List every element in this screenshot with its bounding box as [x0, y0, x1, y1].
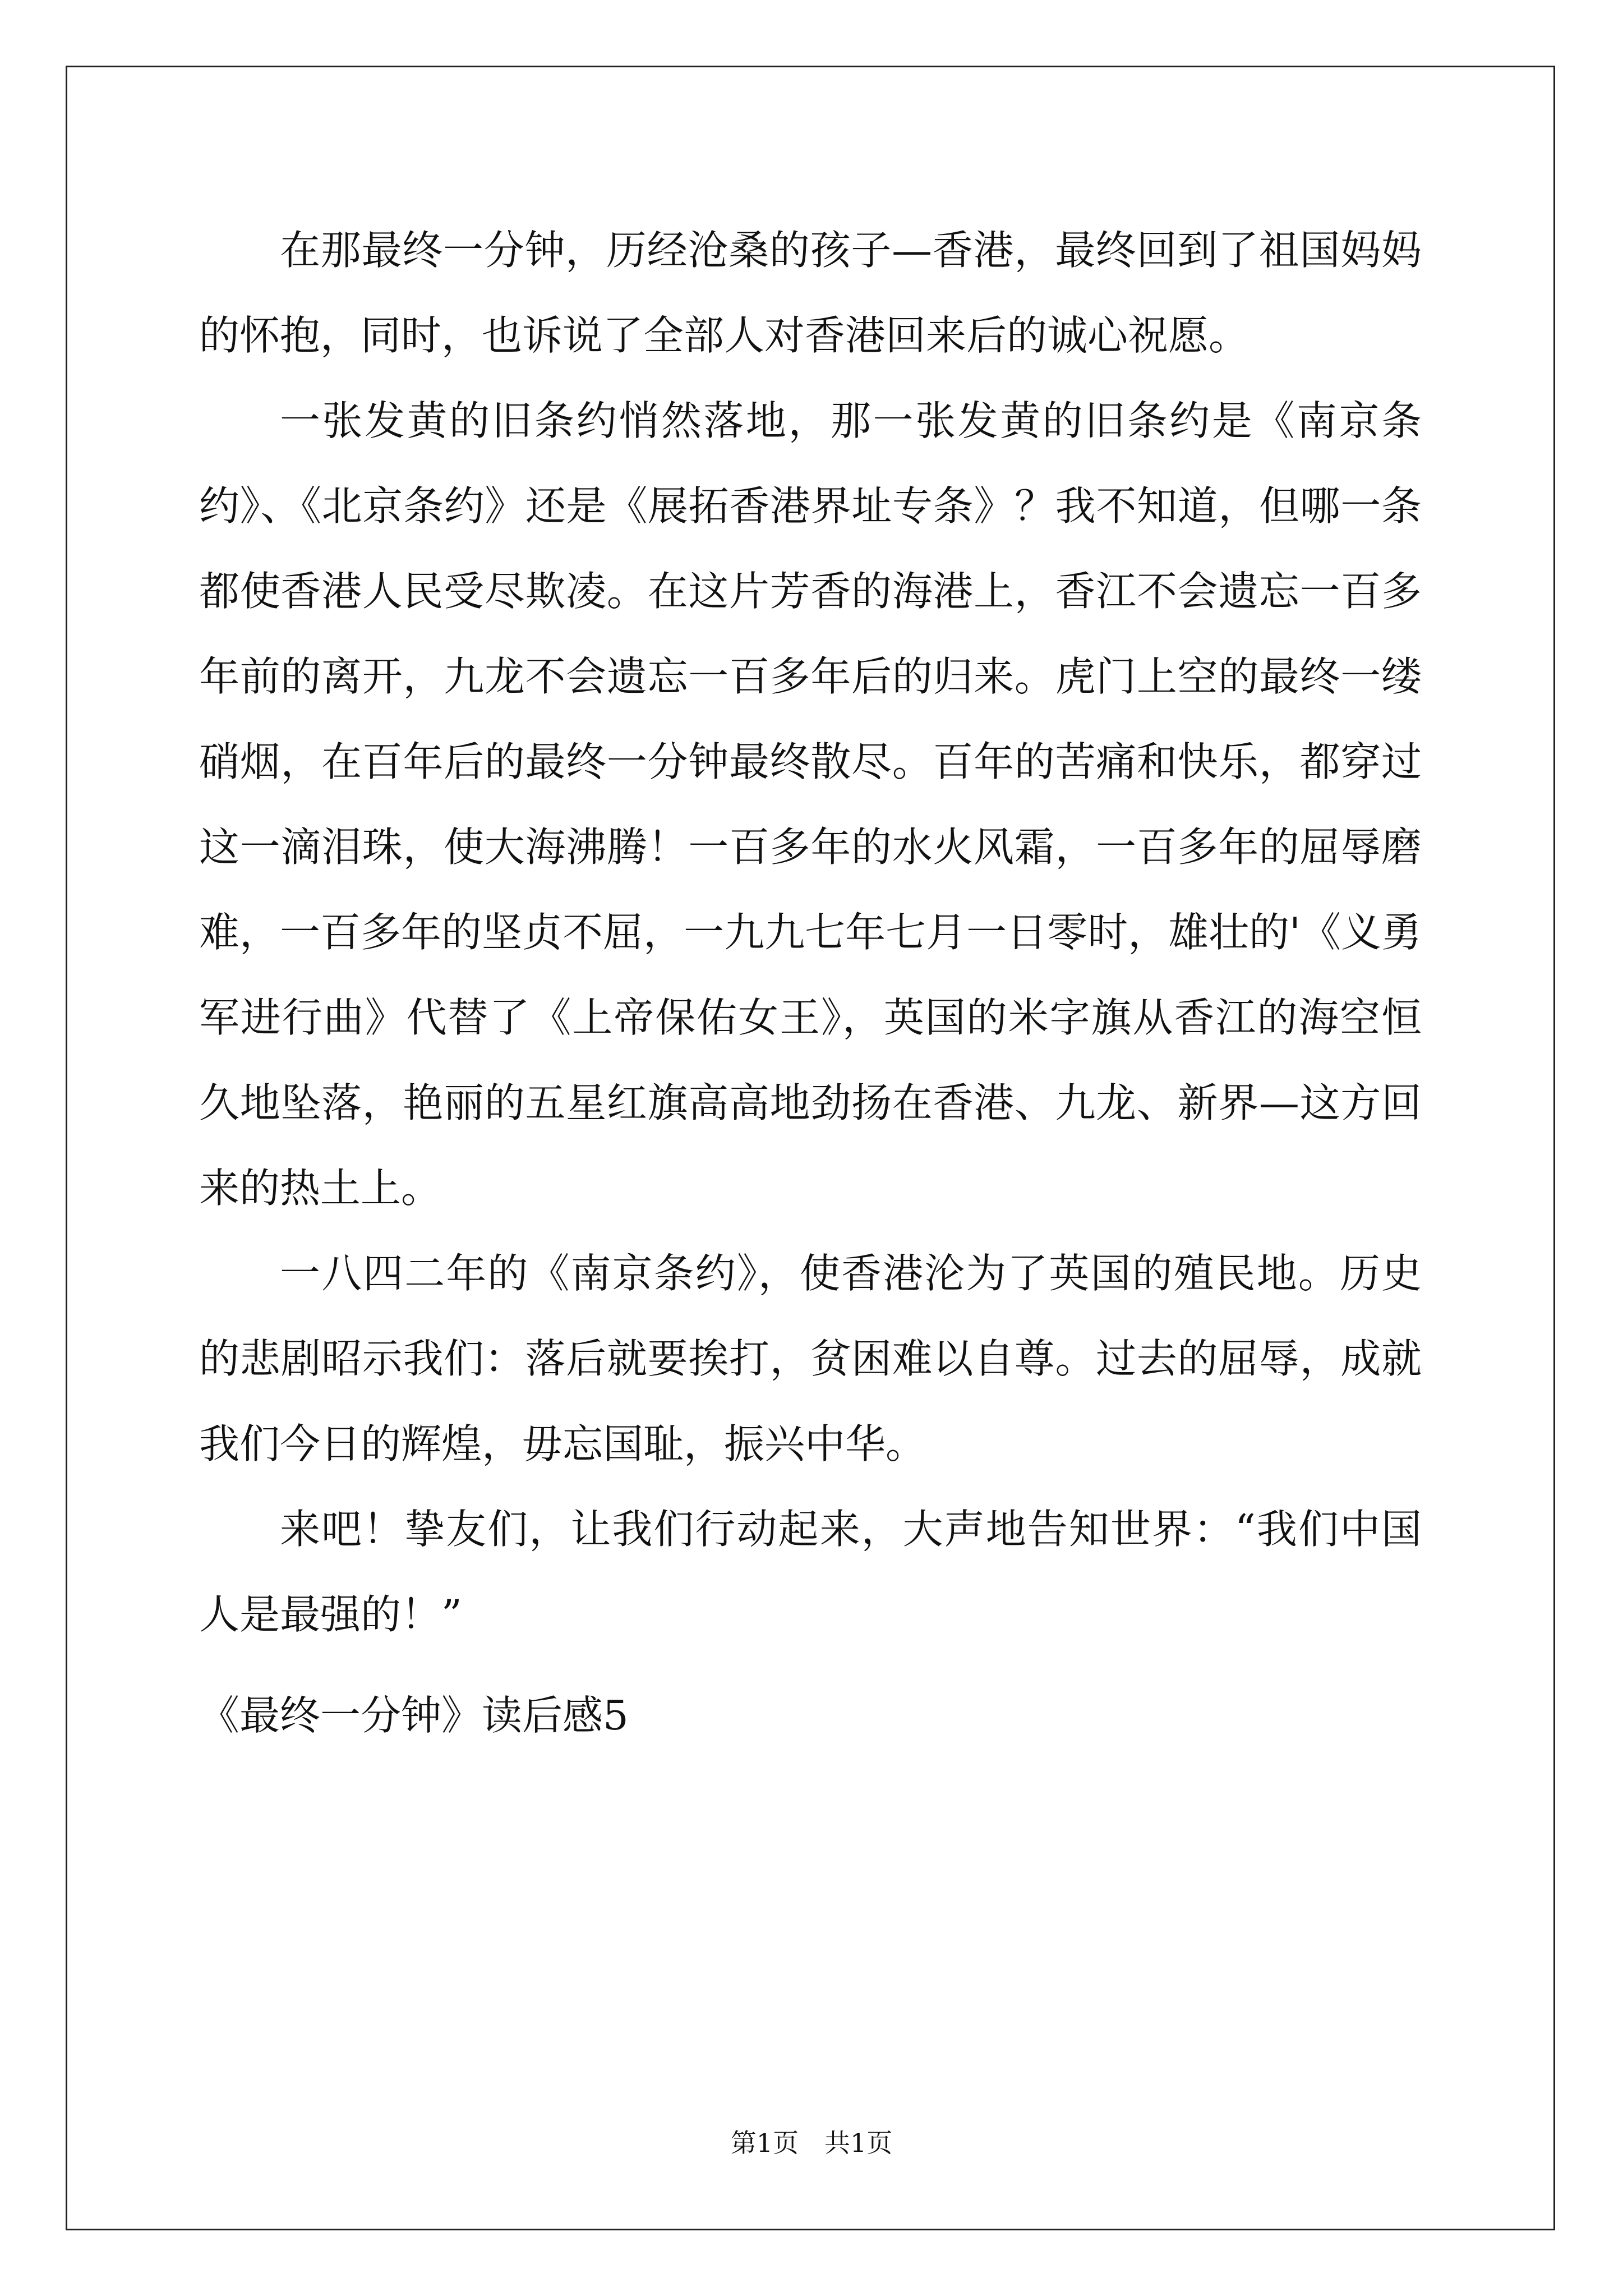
section-heading: 《最终一分钟》读后感5 — [199, 1692, 629, 1739]
document-body — [199, 208, 1422, 1758]
paragraph-2: 一张发黄的旧条约悄然落地，那一张发黄的旧条约是《南京条约》、《北京条约》还是《展拓香港界址专条》？我不知道，但哪一条都使香港人民受尽欺凌。在这片芳香的海港上，香江不会遗忘一百多年前的离开，九龙不会遗忘一百多年后的归来。虎门上空的最终一缕硝烟，在百年后的最终一分钟最终散尽。百年的苦痛和快乐，都穿过这一滴泪珠，使大海沸腾！一百多年的水火风霜，一百多年的屈辱磨难，一百多年的坚贞不屈，一九九七年七月一日零时，雄壮的'《义勇军进行曲》代替了《上帝保佑女王》，英国的米字旗从香江的海空恒久地坠落，艳丽的五星红旗高高地劲扬在香港、九龙、新界—这方回来的热土上。 — [199, 397, 1422, 1212]
paragraph-4: 来吧！挚友们，让我们行动起来，大声地告知世界：“我们中国人是最强的！” — [199, 1506, 1422, 1638]
paragraph-3: 一八四二年的《南京条约》，使香港沦为了英国的殖民地。历史的悲剧昭示我们：落后就要挨打，贫困难以自尊。过去的屈辱，成就我们今日的辉煌，毋忘国耻，振兴中华。 — [199, 1250, 1422, 1467]
paragraph-1: 在那最终一分钟，历经沧桑的孩子—香港，最终回到了祖国妈妈的怀抱，同时，也诉说了全部人对香港回来后的诚心祝愿。 — [199, 227, 1422, 359]
page-footer: 第1页 共1页 — [730, 2128, 893, 2158]
